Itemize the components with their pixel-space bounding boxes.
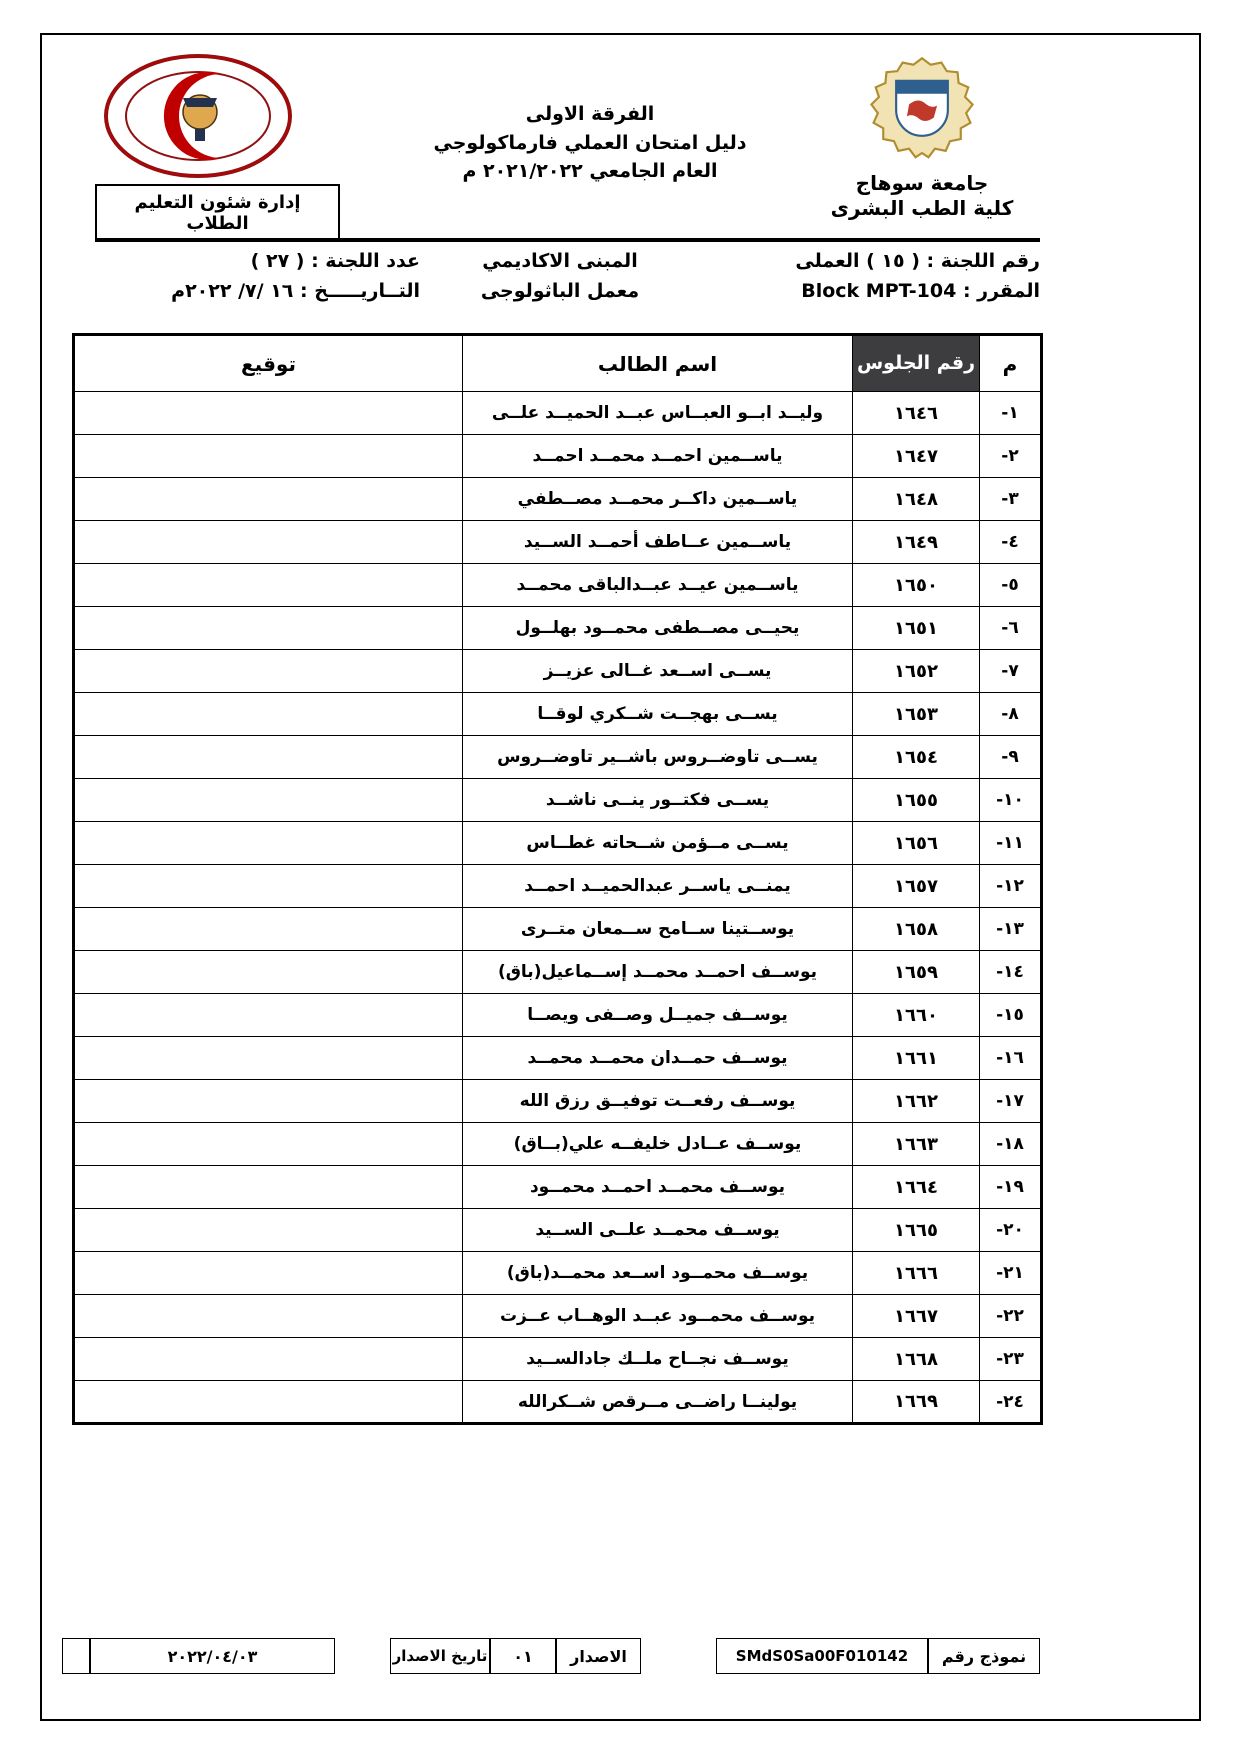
table-row [74,994,1042,1037]
signature-cell [74,1252,463,1295]
student-name: يمنــى ياســر عبدالحميــد احمــد [463,865,853,908]
student-name: يوســتينا ســامح ســمعان متــرى [463,908,853,951]
table-row [74,779,1042,822]
seat-number: ١٦٤٧ [853,435,980,478]
signature-cell [74,693,463,736]
row-number: ٦- [980,607,1042,650]
header-signature: توقيع [74,335,463,392]
row-number: ٢٢- [980,1295,1042,1338]
row-number: ٢١- [980,1252,1042,1295]
signature-cell [74,994,463,1037]
seat-number: ١٦٦٢ [853,1080,980,1123]
row-number: ٤- [980,521,1042,564]
student-name: يســى فكتــور ينــى ناشــد [463,779,853,822]
table-row [74,693,1042,736]
row-number: ١٣- [980,908,1042,951]
row-number: ١٩- [980,1166,1042,1209]
student-name: ياســمين عــاطف أحمــد الســيد [463,521,853,564]
issue-date-label: تاريخ الاصدار [390,1638,490,1674]
signature-cell [74,435,463,478]
table-row [74,951,1042,994]
table-row [74,736,1042,779]
table-row [74,521,1042,564]
student-name: ياســمين احمــد محمــد احمــد [463,435,853,478]
signature-cell [74,951,463,994]
lab-name: معمل الباثولوجى [480,280,640,302]
table-row [74,822,1042,865]
seat-number: ١٦٥٦ [853,822,980,865]
student-name: يوســف محمــد احمــد محمــود [463,1166,853,1209]
table-header-row [74,335,1042,392]
issue-number: ٠١ [490,1638,556,1674]
seat-number: ١٦٦٦ [853,1252,980,1295]
university-block [807,55,1037,221]
seat-number: ١٦٦٤ [853,1166,980,1209]
signature-cell [74,1295,463,1338]
grade-title: الفرقة الاولى [525,103,655,125]
student-name: يوســف رفعــت توفيــق رزق الله [463,1080,853,1123]
row-number: ٧- [980,650,1042,693]
seat-number: ١٦٥٠ [853,564,980,607]
seat-number: ١٦٦٧ [853,1295,980,1338]
table-row [74,908,1042,951]
header-row-number: م [980,335,1042,392]
seat-number: ١٦٥٤ [853,736,980,779]
table-row [74,478,1042,521]
seat-number: ١٦٥٣ [853,693,980,736]
seat-number: ١٦٤٨ [853,478,980,521]
row-number: ١٠- [980,779,1042,822]
table-row [74,1166,1042,1209]
student-name: يوســف محمــود اســعد محمــد(باق) [463,1252,853,1295]
row-number: ٩- [980,736,1042,779]
header-student-name: اسم الطالب [463,335,853,392]
committee-count: عدد اللجنة : ( ٢٧ ) [250,250,420,272]
student-name: يوســف محمــد علــى الســيد [463,1209,853,1252]
student-name: يســى بهجــت شــكري لوقــا [463,693,853,736]
table-row [74,607,1042,650]
student-name: يوســف نجــاح ملــك جادالســيد [463,1338,853,1381]
form-number-label: نموذج رقم [928,1638,1040,1674]
table-row [74,1252,1042,1295]
table-row [74,865,1042,908]
exam-title: دليل امتحان العملي فارماكولوجي [433,131,747,154]
signature-cell [74,1037,463,1080]
signature-cell [74,822,463,865]
building-name: المبنى الاكاديمي [482,250,638,272]
seat-number: ١٦٦٠ [853,994,980,1037]
signature-cell [74,908,463,951]
department-label: إدارة شئون التعليم الطلاب [95,184,340,242]
red-crescent-logo-icon [103,52,293,180]
committee-number: رقم اللجنة : ( ١٥ ) العملى [795,250,1040,272]
student-name: يولينــا راضــى مــرقص شــكرالله [463,1381,853,1424]
student-name: يوســف عــادل خليفــه علي(بــاق) [463,1123,853,1166]
footer-spacer [641,1638,716,1674]
row-number: ٨- [980,693,1042,736]
row-number: ٢٠- [980,1209,1042,1252]
university-emblem-icon [807,55,1037,167]
signature-cell [74,478,463,521]
table-row [74,564,1042,607]
row-number: ٢٤- [980,1381,1042,1424]
student-name: يوســف جميــل وصــفى ويصــا [463,994,853,1037]
row-number: ١- [980,392,1042,435]
row-number: ١٧- [980,1080,1042,1123]
seat-number: ١٦٤٦ [853,392,980,435]
student-name: يســى تاوضــروس باشــير تاوضــروس [463,736,853,779]
signature-cell [74,1338,463,1381]
student-name: ياســمين داكــر محمــد مصــطفي [463,478,853,521]
signature-cell [74,564,463,607]
seat-number: ١٦٥٩ [853,951,980,994]
issue-date-value: ٢٠٢٢/٠٤/٠٣ [90,1638,335,1674]
student-name: يســى اســعد غــالى عزيــز [463,650,853,693]
students-table [72,333,1043,1425]
seat-number: ١٦٦٩ [853,1381,980,1424]
table-row [74,435,1042,478]
table-row [74,1080,1042,1123]
exam-info-section [95,250,1040,302]
student-table-body [74,392,1042,1424]
university-name: جامعة سوهاج [855,171,989,195]
table-row [74,1338,1042,1381]
header-seat-number: رقم الجلوس [853,335,980,392]
header-divider-rule [95,238,1040,242]
seat-number: ١٦٦٣ [853,1123,980,1166]
table-row [74,392,1042,435]
issue-label: الاصدار [556,1638,641,1674]
signature-cell [74,650,463,693]
form-footer [62,1638,1040,1674]
row-number: ١٦- [980,1037,1042,1080]
student-name: ياســمين عيــد عبــدالباقى محمــد [463,564,853,607]
footer-spacer [335,1638,390,1674]
row-number: ١١- [980,822,1042,865]
seat-number: ١٦٦٨ [853,1338,980,1381]
signature-cell [74,1381,463,1424]
academic-year: العام الجامعي ٢٠٢١/٢٠٢٢ م [462,160,718,182]
row-number: ٥- [980,564,1042,607]
seat-number: ١٦٥٥ [853,779,980,822]
footer-end-box [62,1638,90,1674]
row-number: ١٨- [980,1123,1042,1166]
row-number: ١٥- [980,994,1042,1037]
table-row [74,1123,1042,1166]
seat-number: ١٦٥٧ [853,865,980,908]
row-number: ١٢- [980,865,1042,908]
row-number: ٢- [980,435,1042,478]
table-row [74,1037,1042,1080]
row-number: ٢٣- [980,1338,1042,1381]
table-row [74,1295,1042,1338]
row-number: ٣- [980,478,1042,521]
course-code: المقرر : Block MPT-104 [801,280,1040,302]
signature-cell [74,865,463,908]
seat-number: ١٦٥٢ [853,650,980,693]
signature-cell [74,1166,463,1209]
signature-cell [74,779,463,822]
student-name: يوســف محمــود عبــد الوهــاب عــزت [463,1295,853,1338]
seat-number: ١٦٥٨ [853,908,980,951]
form-number-code: SMdS0Sa00F010142 [716,1638,928,1674]
row-number: ١٤- [980,951,1042,994]
seat-number: ١٦٤٩ [853,521,980,564]
signature-cell [74,607,463,650]
student-name: يوســف احمــد محمــد إســماعيل(باق) [463,951,853,994]
faculty-name: كلية الطب البشرى [830,196,1014,220]
seat-number: ١٦٦٥ [853,1209,980,1252]
signature-cell [74,392,463,435]
table-row [74,650,1042,693]
signature-cell [74,1080,463,1123]
seat-number: ١٦٦١ [853,1037,980,1080]
exam-date: التــاريـــــخ : ١٦ /٧/ ٢٠٢٢م [171,280,420,302]
student-name: وليــد ابــو العبــاس عبــد الحميــد علــى [463,392,853,435]
signature-cell [74,1123,463,1166]
table-row [74,1209,1042,1252]
student-name: يوســف حمــدان محمــد محمــد [463,1037,853,1080]
signature-cell [74,1209,463,1252]
signature-cell [74,521,463,564]
signature-cell [74,736,463,779]
student-name: يحيــى مصــطفى محمــود بهلــول [463,607,853,650]
student-name: يســى مــؤمن شــحاته غطــاس [463,822,853,865]
document-title-block [390,100,790,186]
seat-number: ١٦٥١ [853,607,980,650]
table-row [74,1381,1042,1424]
